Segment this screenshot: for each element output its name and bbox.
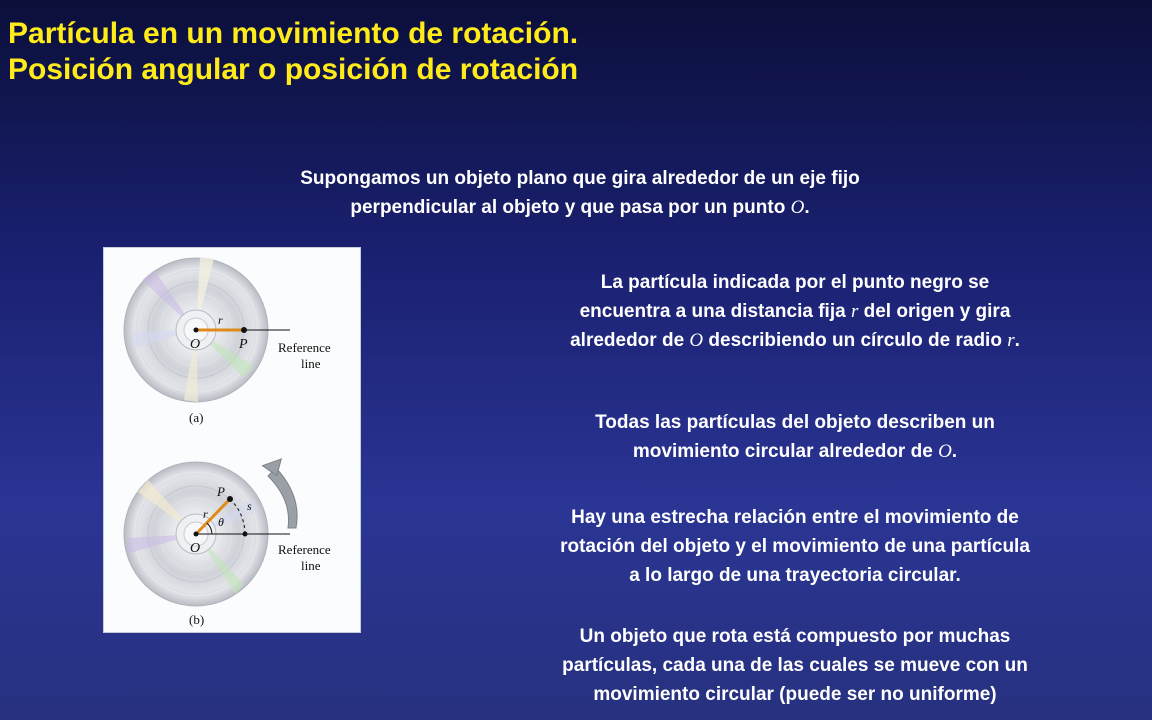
rotation-figure <box>104 248 360 632</box>
label-P-b: P <box>217 484 225 499</box>
para1-line-1: La partícula indicada por el punto negro se <box>600 272 990 293</box>
label-P-a: P <box>239 337 248 352</box>
symbol-O: O <box>938 441 952 462</box>
intro-line-2: perpendicular al objeto y que pasa por un punto O. <box>350 197 810 218</box>
paragraph-all-particles <box>480 408 1110 466</box>
label-r-b: r <box>203 507 208 521</box>
paragraph-relation <box>480 503 1110 590</box>
symbol-O: O <box>689 330 704 351</box>
para2-line-1: Todas las partículas del objeto describen un <box>595 412 995 433</box>
intro-line-1: Supongamos un objeto plano que gira alrededor de un eje fijo <box>300 168 860 189</box>
symbol-r: r <box>1007 330 1015 351</box>
para3-line-3: a lo largo de una trayectoria circular. <box>629 565 961 586</box>
para1-line-2: encuentra a una distancia fija r del origen y gira <box>579 301 1011 322</box>
label-r-a: r <box>218 313 223 327</box>
rotation-arrow-icon <box>263 459 298 528</box>
para3-line-1: Hay una estrecha relación entre el movimiento de <box>571 507 1019 528</box>
label-O-b: O <box>190 541 201 556</box>
origin-point-a <box>194 328 199 333</box>
label-O-a: O <box>190 337 201 352</box>
rotation-diagram <box>104 248 360 632</box>
para1-line-3: alrededor de O describiendo un círculo de radio r. <box>570 330 1020 351</box>
symbol-r: r <box>850 301 859 322</box>
reference-point-b <box>243 532 248 537</box>
paragraph-particle <box>480 268 1110 355</box>
symbol-O: O <box>790 197 805 218</box>
title-line-2: Posición angular o posición de rotación <box>8 53 579 86</box>
particle-point-b <box>227 496 233 502</box>
reference-label-b-line2: line <box>301 558 321 573</box>
particle-point-a <box>241 327 247 333</box>
figure-part-a <box>124 258 331 425</box>
caption-b: (b) <box>189 612 205 627</box>
reference-label-b-line1: Reference <box>278 542 331 557</box>
para4-line-2: partículas, cada una de las cuales se mueve con un <box>562 655 1028 676</box>
title-line-1: Partícula en un movimiento de rotación. <box>8 17 579 50</box>
label-s-b: s <box>247 499 252 513</box>
origin-point-b <box>194 532 199 537</box>
para4-line-3: movimiento circular (puede ser no uniforme) <box>593 684 997 705</box>
para4-line-1: Un objeto que rota está compuesto por muchas <box>579 626 1011 647</box>
reference-label-a-line1: Reference <box>278 340 331 355</box>
label-theta-b: θ <box>218 515 224 529</box>
intro-text <box>200 164 960 222</box>
slide-title <box>8 16 578 88</box>
figure-part-b <box>124 459 331 627</box>
para3-line-2: rotación del objeto y el movimiento de una partícula <box>560 536 1030 557</box>
paragraph-composition <box>470 622 1120 709</box>
para2-line-2: movimiento circular alrededor de O. <box>632 441 958 462</box>
caption-a: (a) <box>189 410 204 425</box>
reference-label-a-line2: line <box>301 356 321 371</box>
